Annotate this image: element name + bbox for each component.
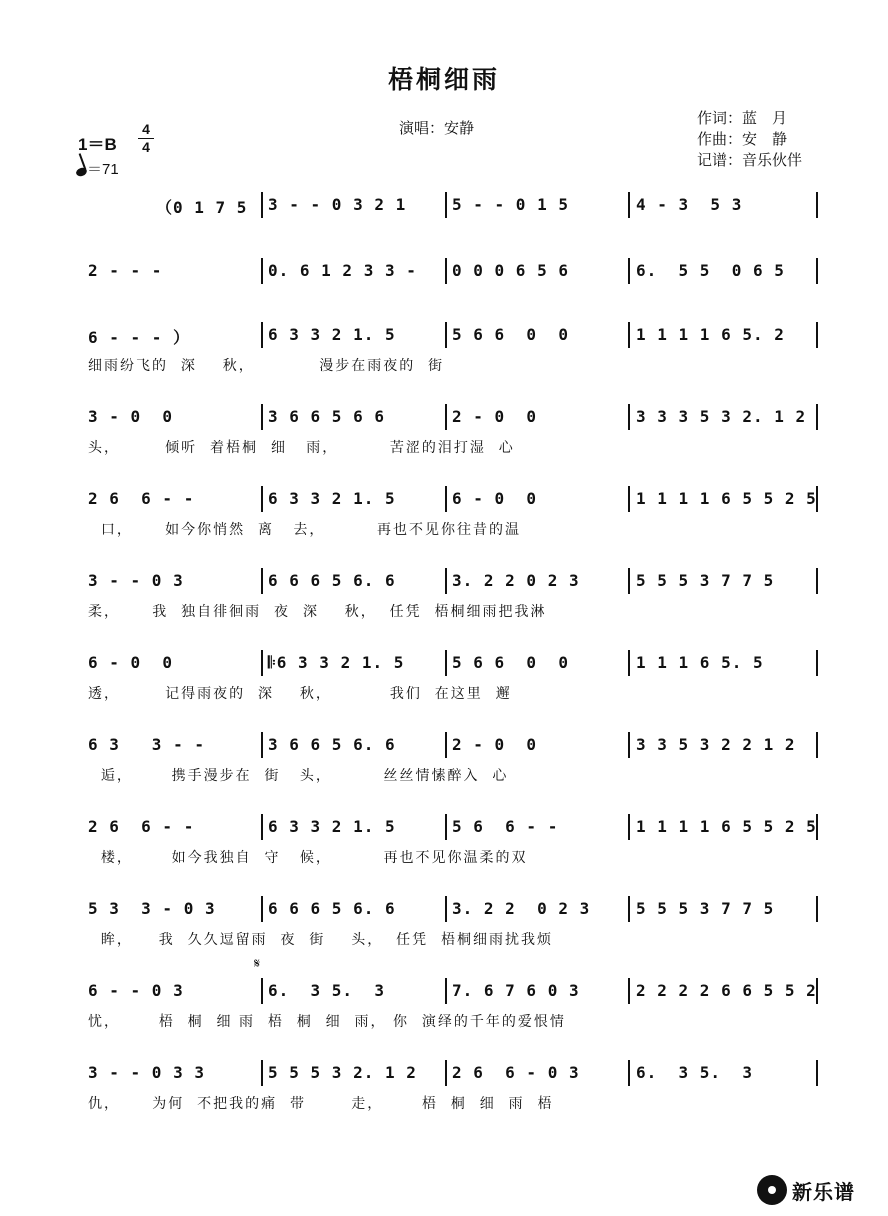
bar-line [445,258,447,284]
bar-line [628,322,630,348]
bar-line [628,192,630,218]
bar-line [261,258,263,284]
measure-notes: （0 1 7 5 [156,198,248,217]
bar-line [816,732,818,758]
measure-notes: 1 1 1 6 5. 5 [636,653,764,672]
measure-notes: 6 3 3 2 1. 5 [268,325,396,344]
measure-notes: 5 5 5 3 2. 1 2 [268,1063,417,1082]
time-signature [138,121,154,156]
bar-line [261,486,263,512]
song-title: 梧桐细雨 [387,65,500,94]
measure-notes: 5 5 5 3 7 7 5 [636,899,775,918]
measure-notes: 3 - 0 0 [88,407,174,426]
bar-line [628,486,630,512]
logo [757,1175,855,1205]
bar-line [261,978,263,1004]
measure-notes: 6 6 6 5 6. 6 [268,899,396,918]
measure-notes: 6 3 3 - - [88,735,205,754]
measure-notes: 6. 3 5. 3 [268,981,385,1000]
measure-notes: 5 5 5 3 7 7 5 [636,571,775,590]
measure-notes: 2 - 0 0 [452,407,538,426]
singer-credit: 演唱：安静 [399,119,475,137]
measure-notes: 3 - - 0 3 2 1 [268,195,407,214]
measure-notes: 6 - - - ） [88,328,191,347]
lyric-line: 口， 如今你悄然 离 去， 再也不见你往昔的温 [88,522,522,538]
bar-line [628,404,630,430]
bar-line [261,814,263,840]
measure-notes: 0. 6 1 2 3 3 - [268,261,417,280]
bar-line [261,192,263,218]
measure-notes: 3 - - 0 3 3 [88,1063,205,1082]
bar-line [445,322,447,348]
bar-line [445,978,447,1004]
measure-notes: 1 1 1 1 6 5 5 2 5 [636,817,817,836]
bar-line [445,896,447,922]
lyric-line: 逅， 携手漫步在 街 头， 丝丝情愫醉入 心 [88,768,509,784]
bar-line [261,896,263,922]
measure-notes: 2 6 6 - 0 3 [452,1063,580,1082]
measure-notes: 4 - 3 5 3 [636,195,743,214]
measure-notes: 6 3 3 2 1. 5 [268,817,396,836]
bar-line [628,896,630,922]
measure-notes: 3 3 5 3 2 2 1 2 [636,735,796,754]
meter-bottom: 4 [138,138,154,156]
measure-notes: 5 6 6 0 0 [452,325,569,344]
bar-line [261,732,263,758]
bar-line [445,568,447,594]
meter-top: 4 [142,121,150,137]
bar-line [628,1060,630,1086]
lyric-line: 眸， 我 久久逗留雨 夜 街 头， 任凭 梧桐细雨扰我烦 [88,932,554,948]
measure-notes: 3 - - 0 3 [88,571,184,590]
bar-line [816,322,818,348]
bar-line [445,486,447,512]
measure-notes: 6 - 0 0 [452,489,538,508]
bar-line [261,404,263,430]
credits-block [697,108,802,171]
measure-notes: 5 6 6 0 0 [452,653,569,672]
measure-notes: 6 6 6 5 6. 6 [268,571,396,590]
bar-line [816,650,818,676]
measure-notes: 5 3 3 - 0 3 [88,899,216,918]
bar-line [261,568,263,594]
tempo-mark [76,158,119,179]
transcriber-credit: 记谱：音乐伙伴 [697,151,803,169]
bar-line [628,650,630,676]
lyric-line: 透， 记得雨夜的 深 秋， 我们 在这里 邂 [88,686,512,702]
measure-notes: 7. 6 7 6 0 3 [452,981,580,1000]
bar-line [628,258,630,284]
measure-notes: 3. 2 2 0 2 3 [452,571,580,590]
measure-notes: 5 6 6 - - [452,817,559,836]
bar-line [445,814,447,840]
bar-line [816,258,818,284]
lyric-line: 楼， 如今我独自 守 候， 再也不见你温柔的双 [88,850,528,866]
segno-sign: 𝄋 [254,956,261,972]
bar-line [816,404,818,430]
measure-notes: 2 6 6 - - [88,817,195,836]
vinyl-disc-icon [757,1175,787,1205]
tempo-value: ＝71 [87,161,119,178]
measure-notes: 6 - - 0 3 [88,981,184,1000]
bar-line [261,1060,263,1086]
measure-notes: 2 2 2 2 6 6 5 5 2 [636,981,817,1000]
measure-notes: 6 - 0 0 [88,653,174,672]
measure-notes: 3 3 3 5 3 2. 1 2 [636,407,807,426]
bar-line [628,568,630,594]
measure-notes: 2 - 0 0 [452,735,538,754]
bar-line [445,650,447,676]
bar-line [816,1060,818,1086]
lyric-line: 忧， 梧 桐 细 雨 梧 桐 细 雨， 你 演绎的千年的爱恨情 [88,1014,566,1030]
measure-notes: 5 - - 0 1 5 [452,195,569,214]
bar-line [445,192,447,218]
measure-notes: 6. 5 5 0 6 5 [636,261,785,280]
measure-notes: 1 1 1 1 6 5. 2 [636,325,785,344]
bar-line [445,1060,447,1086]
logo-text: 新乐谱 [792,1179,855,1204]
bar-line [628,978,630,1004]
measure-notes: 0 0 0 6 5 6 [452,261,569,280]
lyric-line: 柔， 我 独自徘徊雨 夜 深 秋， 任凭 梧桐细雨把我淋 [88,604,547,620]
measure-notes: 2 6 6 - - [88,489,195,508]
bar-line [816,568,818,594]
measure-notes: 1 1 1 1 6 5 5 2 5 [636,489,817,508]
bar-line [628,814,630,840]
lyric-line: 仇， 为何 不把我的痛 带 走， 梧 桐 细 雨 梧 [88,1096,554,1112]
bar-line [445,732,447,758]
measure-notes: 3 6 6 5 6 6 [268,407,385,426]
lyric-line: 细雨纷飞的 深 秋， 漫步在雨夜的 街 [88,358,445,374]
bar-line [261,322,263,348]
bar-line [816,192,818,218]
bar-line [816,896,818,922]
measure-notes: 𝄆6 3 3 2 1. 5 [268,653,405,672]
key-signature: 1＝B [78,135,117,154]
measure-notes: 2 - - - [88,261,163,280]
bar-line [261,650,263,676]
measure-notes: 3 6 6 5 6. 6 [268,735,396,754]
lyricist-credit: 作词：蓝 月 [697,109,788,127]
measure-notes: 3. 2 2 0 2 3 [452,899,591,918]
measure-notes: 6 3 3 2 1. 5 [268,489,396,508]
measure-notes: 6. 3 5. 3 [636,1063,753,1082]
bar-line [628,732,630,758]
lyric-line: 头， 倾听 着梧桐 细 雨， 苦涩的泪打湿 心 [88,440,515,456]
composer-credit: 作曲：安 静 [697,130,788,148]
bar-line [445,404,447,430]
